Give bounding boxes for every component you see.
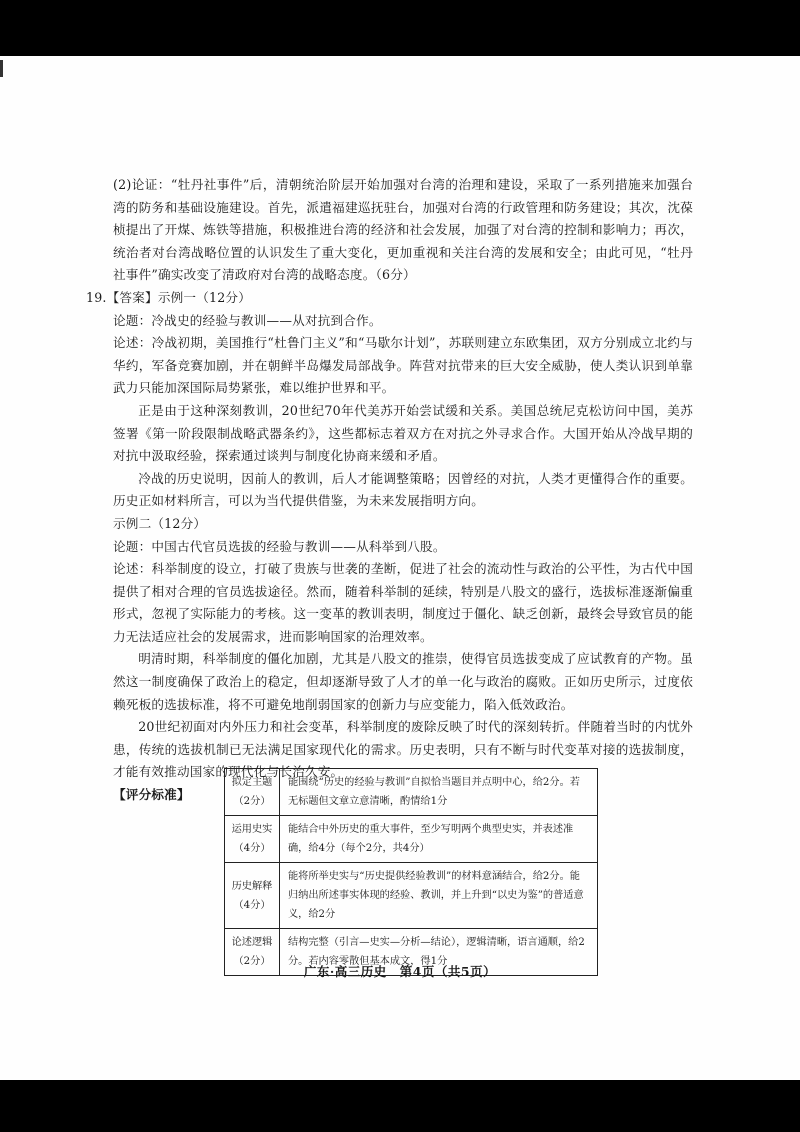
rubric-row — [225, 863, 598, 929]
rubric-description: 能将所举史实与“历史提供经验教训”的材料意涵结合，给2分。能归纳出所述事实体现的经验、教训，并上升到“以史为鉴”的普适意义，给2分 — [280, 863, 598, 929]
answer-label: 【答案】示例一（12分） — [106, 289, 252, 305]
scan-border-bottom — [0, 1080, 800, 1132]
rubric-criterion — [225, 863, 280, 929]
example1-para3: 冷战的历史说明，因前人的教训，后人才能调整策略；因曾经的对抗，人类才更懂得合作的重要。历史正如材料所言，可以为当代提供借鉴，为未来发展指明方向。 — [113, 470, 693, 509]
example1-para2: 正是由于这种深刻教训，20世纪70年代美苏开始尝试缓和关系。美国总统尼克松访问中国，美苏签署《第一阶段限制战略武器条约》，这些都标志着双方在对抗之外寻求合作。大国开始从冷战早期的对抗中汲取经验，探索通过谈判与制度化协商来缓和矛盾。 — [113, 402, 693, 464]
answer-content — [86, 174, 693, 807]
rubric-criterion — [225, 816, 280, 863]
scan-edge-mark — [0, 60, 3, 77]
example1-topic: 论题：冷战史的经验与教训——从对抗到合作。 — [113, 312, 382, 328]
rubric-criterion — [225, 769, 280, 816]
q19-header — [86, 287, 693, 310]
rubric-description: 能结合中外历史的重大事件，至少写明两个典型史实，并表述准确，给4分（每个2分，共4分） — [280, 816, 598, 863]
example2-header: 示例二（12分） — [113, 515, 207, 531]
criterion-points: （4分） — [233, 899, 271, 911]
question-number: 19. — [86, 289, 107, 305]
criterion-name: 论述逻辑 — [231, 937, 273, 948]
q18-part2-argument: (2)论证：“牡丹社事件”后，清朝统治阶层开始加强对台湾的治理和建设，采取了一系列措施来加强台湾的防务和基础设施建设。首先，派遣福建巡抚驻台，加强对台湾的行政管理和防务建设；其次，沈葆桢提出了开煤、炼铁等措施，积极推进台湾的经济和社会发展，加强了对台湾的控制和影响力；再次，统治者对台湾战略位置的认识发生了重大变化，更加重视和关注台湾的发展和安全；由此可见，“牡丹社事件”确实改变了清政府对台湾的战略态度。（6分） — [113, 177, 693, 283]
example2-para3: 20世纪初面对内外压力和社会变革，科举制度的废除反映了时代的深刻转折。伴随着当时的内忧外患，传统的选拔机制已无法满足国家现代化的需求。历史表明，只有不断与时代变革对接的选拔制度，才能有效推动国家的现代化与长治久安。 — [113, 719, 693, 780]
page-footer: 广东·高三历史 第4页（共5页） — [303, 964, 497, 979]
criterion-points: （2分） — [233, 956, 271, 967]
rubric-description: 能围绕“历史的经验与教训”自拟恰当题目并点明中心，给2分。若无标题但文章立意清晰，酌情给1分 — [280, 769, 598, 816]
scan-border-top — [0, 0, 800, 56]
rubric-row — [225, 816, 598, 863]
scoring-rubric-table — [224, 768, 598, 976]
rubric-row — [225, 769, 598, 816]
example2-topic: 论题：中国古代官员选拔的经验与教训——从科举到八股。 — [113, 538, 446, 554]
criterion-name: 运用史实 — [231, 824, 273, 835]
example1-para1: 论述：冷战初期，美国推行“杜鲁门主义”和“马歇尔计划”，苏联则建立东欧集团，双方分别成立北约与华约，军备竞赛加剧，并在朝鲜半岛爆发局部战争。阵营对抗带来的巨大安全威胁，使人类认识到单靠武力只能加深国际局势紧张，难以维护世界和平。 — [113, 335, 693, 396]
example2-para2: 明清时期，科举制度的僵化加剧，尤其是八股文的推崇，使得官员选拔变成了应试教育的产物。虽然这一制度确保了政治上的稳定，但却逐渐导致了人才的单一化与政治的腐败。正如历史所示，过度依赖死板的选拔标准，将不可避免地削弱国家的创新力与应变能力，陷入低效政治。 — [113, 651, 693, 712]
example2-para1: 论述：科举制度的设立，打破了贵族与世袭的垄断，促进了社会的流动性与政治的公平性，为古代中国提供了相对合理的官员选拔途径。然而，随着科举制的延续，特别是八股文的盛行，选拔标准逐渐偏重形式，忽视了实际能力的考核。这一变革的教训表明，制度过于僵化、缺乏创新，最终会导致官员的能力无法适应社会的发展需求，进而影响国家的治理效率。 — [113, 561, 693, 644]
criterion-points: （2分） — [233, 796, 271, 807]
rubric-heading: 【评分标准】 — [113, 787, 190, 803]
rubric-description: 结构完整（引言—史实—分析—结论），逻辑清晰，语言通顺，给2分。若内容零散但基本成文，得1分 — [280, 929, 598, 976]
criterion-name: 拟定主题 — [231, 777, 273, 788]
criterion-name: 历史解释 — [231, 880, 273, 892]
criterion-points: （4分） — [233, 843, 271, 854]
